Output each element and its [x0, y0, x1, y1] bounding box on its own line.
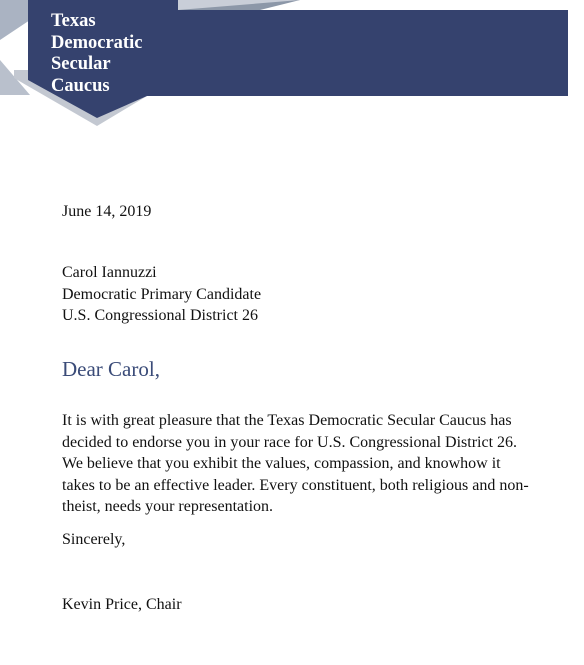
recipient-name: Carol Iannuzzi	[62, 264, 157, 281]
organization-name	[51, 11, 142, 98]
org-name-line: Secular	[51, 54, 111, 75]
letter-body: It is with great pleasure that the Texas Democratic Secular Caucus has decided to endorse you in your race for U.S. Congressional District 26. We believe that you exhibit the values, compassion, and knowhow it takes to be an effective leader. Every constituent, both religious and non-theist, needs your representation.	[62, 412, 529, 516]
recipient-block	[62, 262, 261, 327]
salutation: Dear Carol,	[62, 357, 160, 381]
org-name-line: Texas	[51, 11, 96, 31]
letterhead	[0, 0, 584, 135]
org-name-line: Democratic	[51, 32, 143, 53]
letter-date: June 14, 2019	[62, 203, 152, 220]
banner-strip	[178, 10, 568, 96]
recipient-title: Democratic Primary Candidate	[62, 285, 262, 303]
recipient-district: U.S. Congressional District 26	[62, 307, 258, 325]
signature: Kevin Price, Chair	[62, 596, 182, 613]
org-name-line: Caucus	[51, 76, 110, 97]
letter-closing: Sincerely,	[62, 531, 126, 548]
